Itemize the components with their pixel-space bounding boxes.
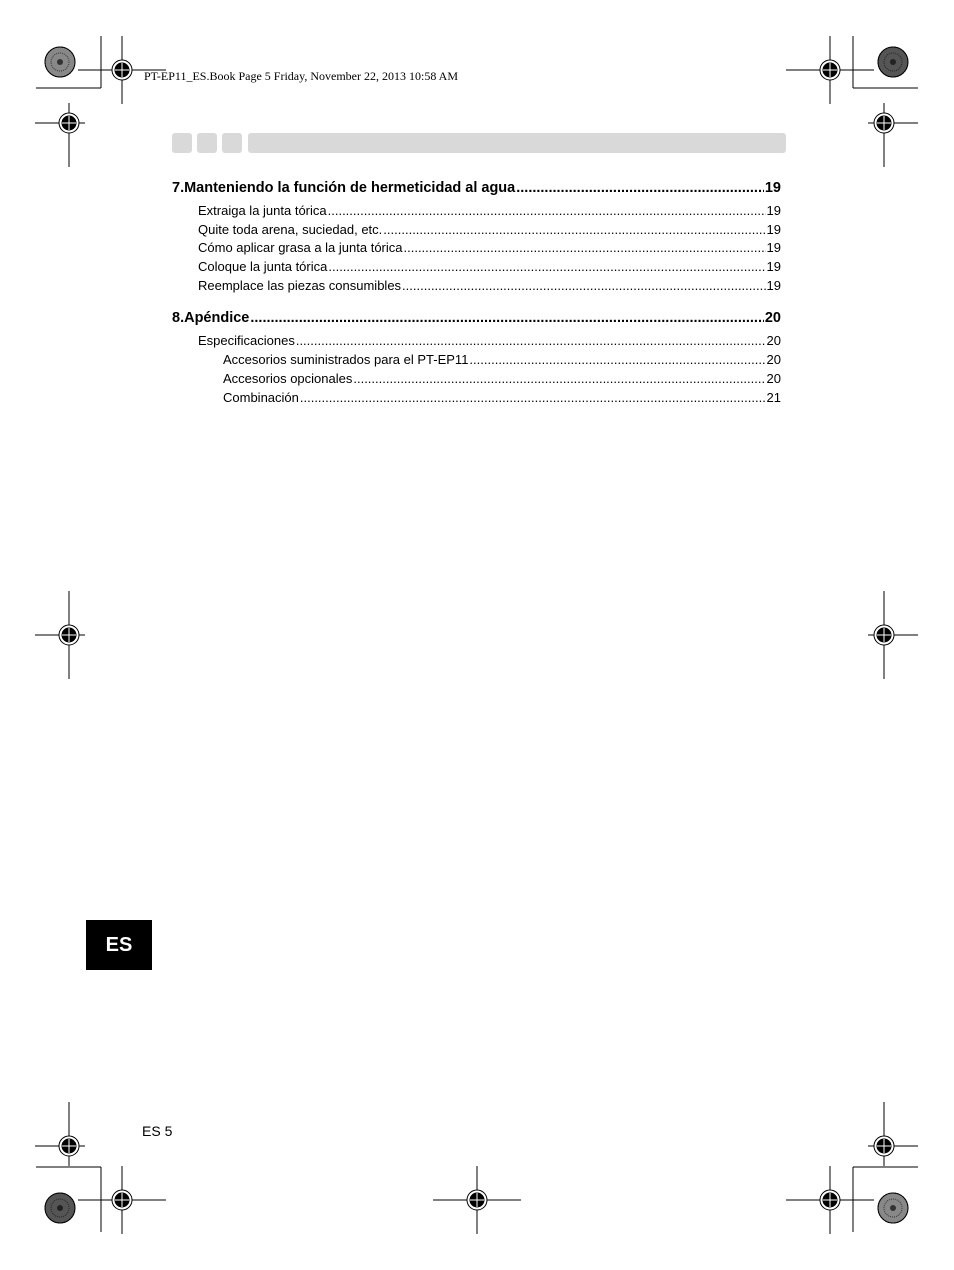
toc-page-number: 21: [766, 390, 781, 405]
toc-leader: [469, 352, 765, 367]
toc-section-7[interactable]: [172, 180, 781, 196]
toc-subitem[interactable]: [223, 371, 781, 386]
toc-page-number: 20: [764, 310, 781, 326]
toc-leader: [328, 203, 766, 218]
toc-item-title: Quite toda arena, suciedad, etc.: [198, 222, 383, 237]
toc-subitem[interactable]: [223, 352, 781, 367]
language-tab: ES: [86, 920, 152, 970]
toc-page-number: 19: [766, 259, 781, 274]
toc-leader: [402, 278, 765, 293]
toc-section-8[interactable]: [172, 310, 781, 326]
toc-page-number: 19: [766, 278, 781, 293]
toc-item-title: Especificaciones: [198, 333, 295, 348]
toc-leader: [250, 310, 764, 326]
toc-item-title: Coloque la junta tórica: [198, 259, 328, 274]
page-number-footer: ES 5: [142, 1123, 173, 1139]
toc-section-title: 8.Apéndice: [172, 310, 250, 326]
toc-leader: [328, 259, 765, 274]
toc-item[interactable]: [198, 259, 781, 274]
toc-item[interactable]: [198, 240, 781, 255]
toc-section-title: 7.Manteniendo la función de hermeticidad al agua: [172, 180, 516, 196]
header-square-2: [197, 133, 217, 153]
toc-item[interactable]: [198, 278, 781, 293]
toc-page-number: 19: [766, 240, 781, 255]
toc-item-title: Accesorios suministrados para el PT-EP11: [223, 352, 469, 367]
toc-item-title: Extraiga la junta tórica: [198, 203, 327, 218]
toc-leader: [300, 390, 766, 405]
toc-page-number: 19: [764, 180, 781, 196]
toc-item[interactable]: [198, 203, 781, 218]
toc-page-number: 20: [766, 333, 781, 348]
toc-leader: [383, 222, 765, 237]
header-square-1: [172, 133, 192, 153]
toc-leader: [353, 371, 765, 386]
toc-leader: [404, 240, 766, 255]
toc-subitem[interactable]: [223, 390, 781, 405]
header-square-3: [222, 133, 242, 153]
toc-page-number: 20: [766, 352, 781, 367]
toc-item-title: Accesorios opcionales: [223, 371, 353, 386]
toc-item-title: Combinación: [223, 390, 299, 405]
book-info-header: PT-EP11_ES.Book Page 5 Friday, November 22, 2013 10:58 AM: [144, 69, 458, 83]
toc-page-number: 19: [766, 222, 781, 237]
toc-item[interactable]: [198, 222, 781, 237]
toc-item-title: Reemplace las piezas consumibles: [198, 278, 402, 293]
toc-item-title: Cómo aplicar grasa a la junta tórica: [198, 240, 403, 255]
toc-page-number: 20: [766, 371, 781, 386]
toc-leader: [516, 180, 764, 196]
toc-item[interactable]: [198, 333, 781, 348]
toc-page-number: 19: [766, 203, 781, 218]
toc-leader: [296, 333, 766, 348]
header-bar: [248, 133, 786, 153]
